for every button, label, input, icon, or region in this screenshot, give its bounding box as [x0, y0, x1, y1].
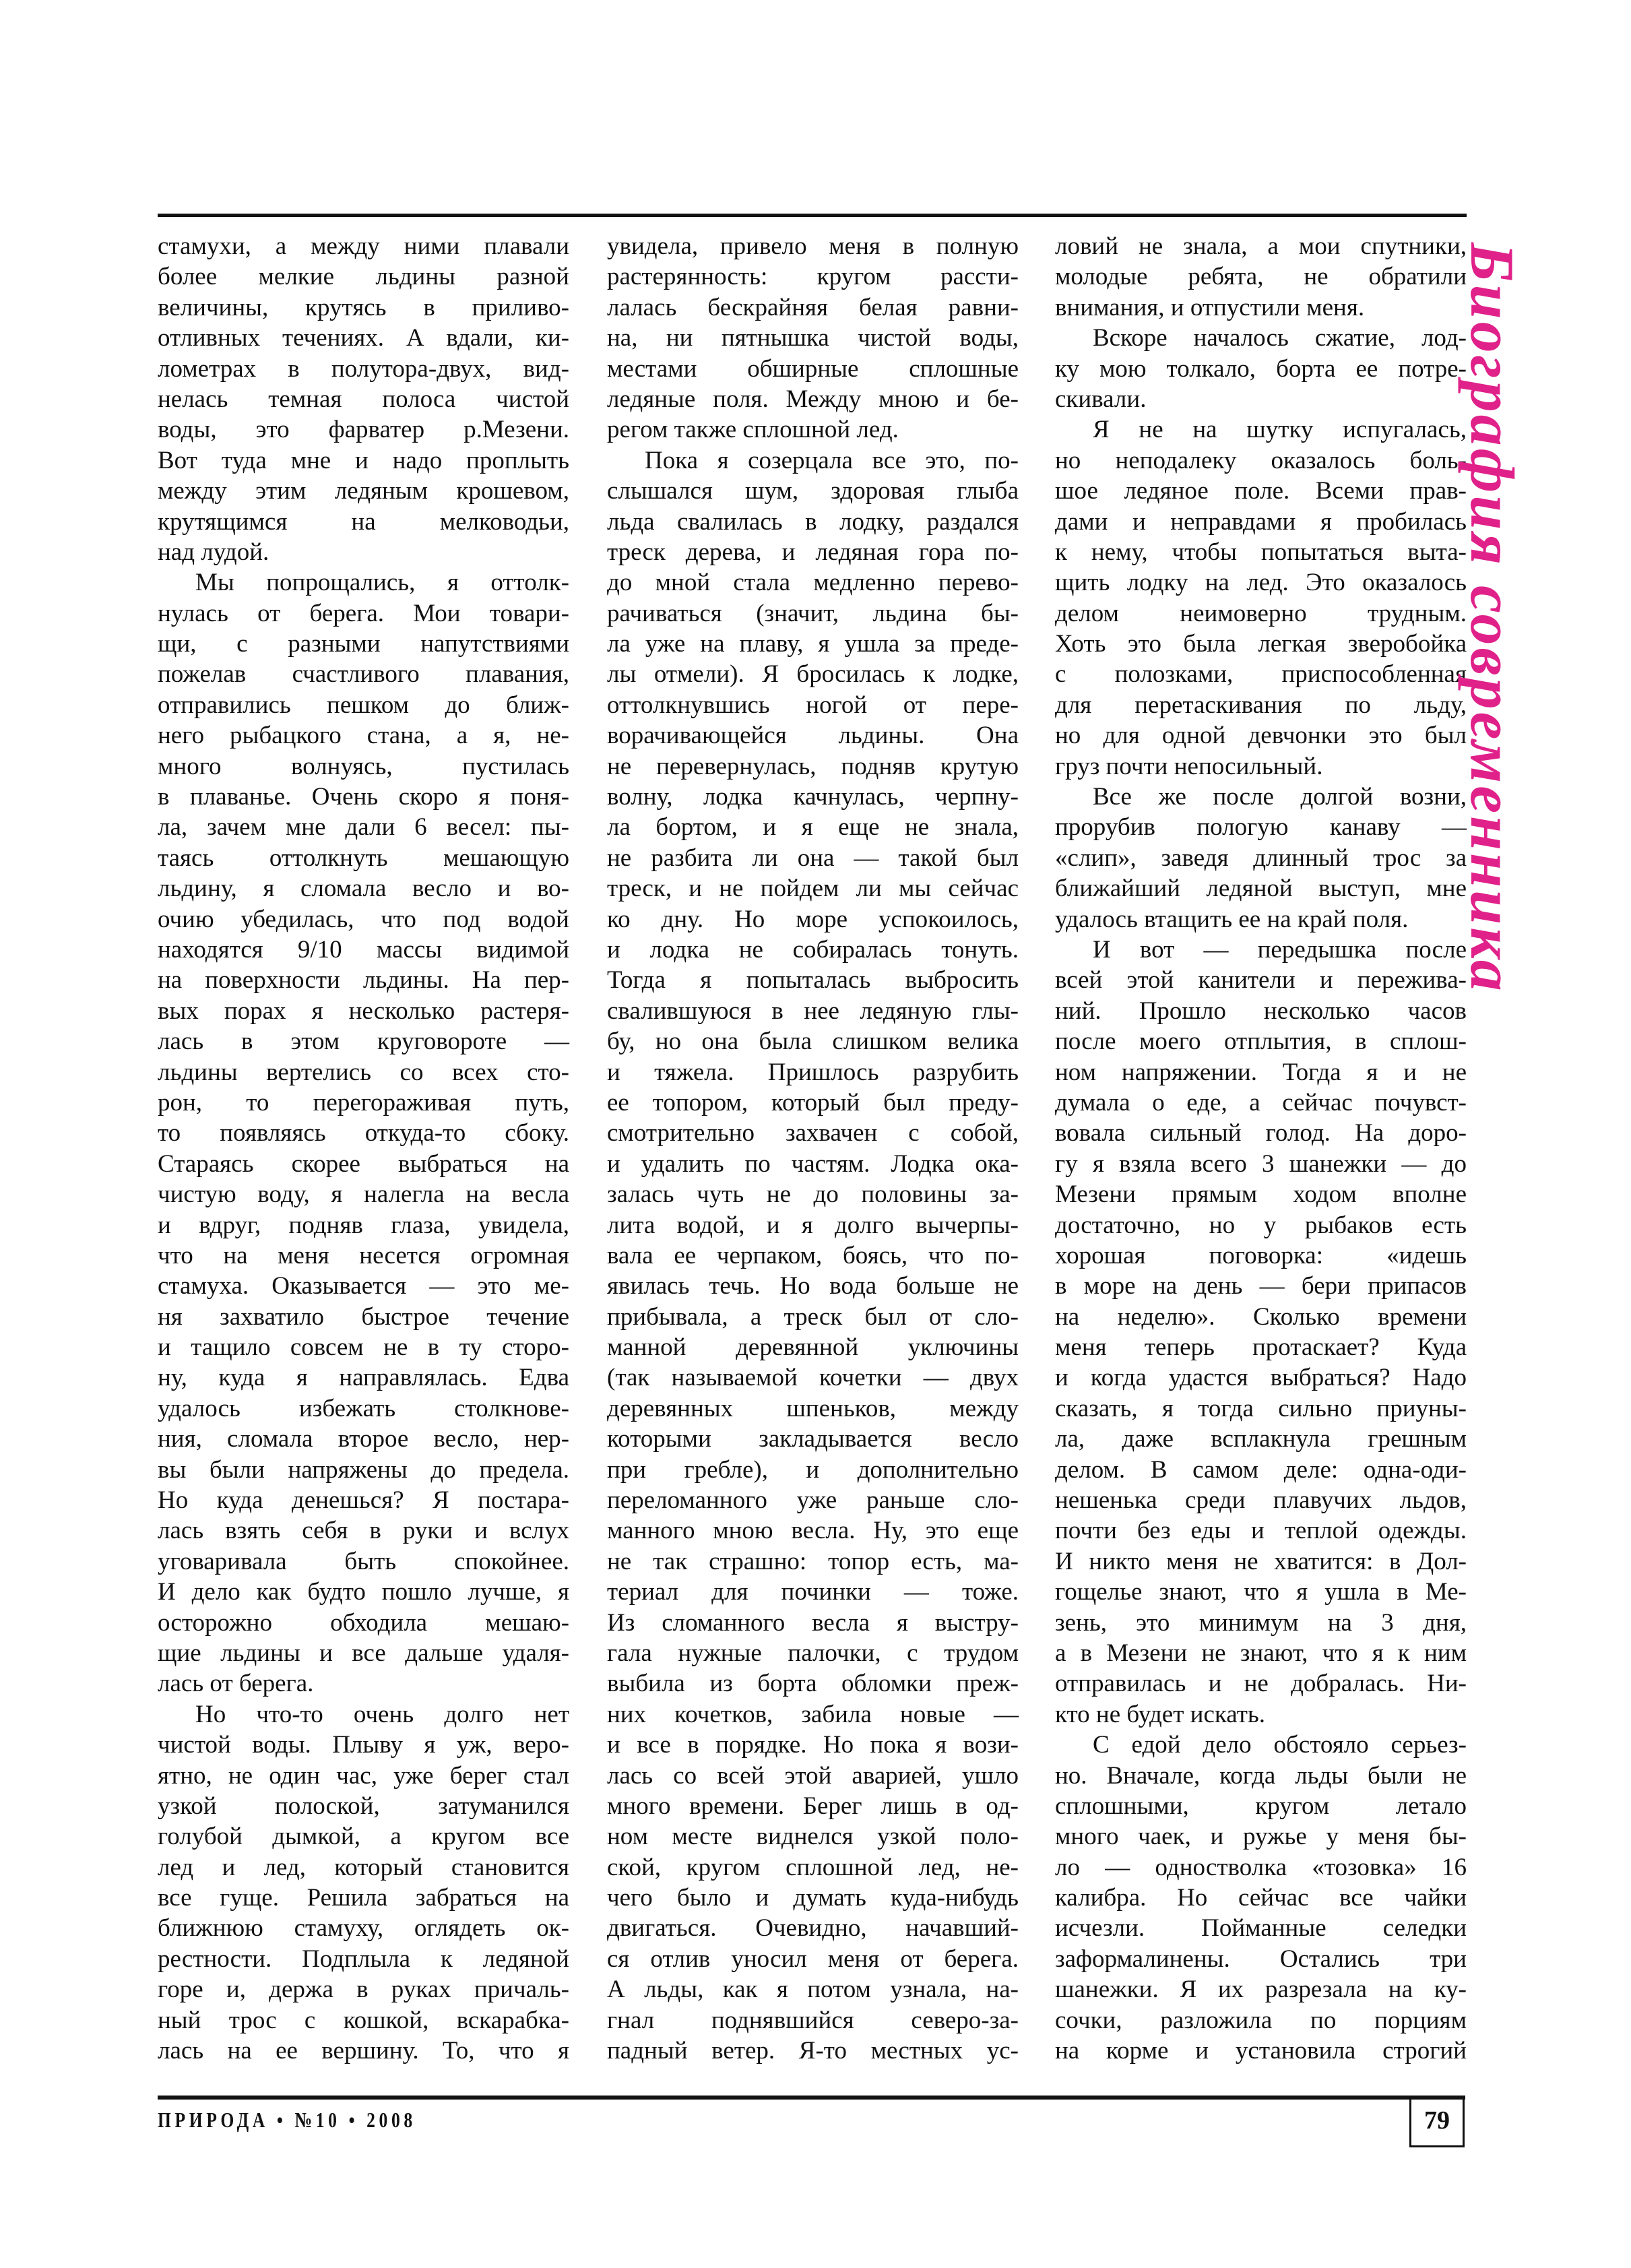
text-line: ла уже на плаву, я ушла за преде- [607, 630, 1019, 658]
text-line: Мы попрощались, я оттолк- [195, 569, 569, 597]
paragraph [1055, 323, 1467, 414]
paragraph [1055, 231, 1467, 323]
text-line: А льды, как я потом узнала, на- [607, 1976, 1019, 2004]
text-line: в море на день — бери припасов [1055, 1272, 1467, 1300]
text-line: оттолкнувшись ногой от пере- [607, 691, 1019, 719]
text-line: ворачивающейся льдины. Она [607, 722, 1019, 750]
text-line: хорошая поговорка: «идешь [1055, 1241, 1467, 1269]
text-line: ном напряжении. Тогда я и не [1055, 1058, 1467, 1086]
text-line: нулась от берега. Мои товари- [158, 599, 569, 627]
text-line: нешенька среди плавучих льдов, [1055, 1486, 1467, 1515]
text-line: чистую воду, я налегла на весла [158, 1180, 569, 1209]
text-line: стамуха. Оказывается — это ме- [158, 1272, 569, 1300]
text-line: достаточно, но у рыбаков есть [1055, 1211, 1467, 1239]
text-line: чего было и думать куда-нибудь [607, 1884, 1019, 1912]
text-line: двигаться. Очевидно, начавший- [607, 1914, 1019, 1943]
text-line: рон, то перегораживая путь, [158, 1088, 569, 1116]
text-line: Стараясь скорее выбраться на [158, 1149, 569, 1178]
text-line: ятно, не один час, уже берег стал [158, 1761, 569, 1790]
text-line: лалась бескрайняя белая равни- [607, 293, 1019, 321]
text-line: делом неимоверно трудным. [1055, 599, 1467, 627]
text-line: лась со всей этой аварией, ушло [607, 1761, 1019, 1790]
text-line: лась от берега. [158, 1670, 314, 1698]
paragraph [1055, 414, 1467, 782]
text-line: заформалинены. Остались три [1055, 1945, 1467, 1973]
text-line: «слип», заведя длинный трос за [1055, 844, 1467, 872]
text-line: лась в этом круговороте — [158, 1028, 569, 1056]
text-line: рестности. Подплыла к ледяной [158, 1945, 569, 1973]
text-line: лась взять себя в руки и вслух [158, 1517, 569, 1545]
text-line: до мной стала медленно перево- [607, 569, 1019, 597]
text-line: удалось втащить ее на край поля. [1055, 905, 1409, 933]
paragraph [158, 567, 569, 1699]
paragraph [1055, 1730, 1467, 2066]
text-line: ла, зачем мне дали 6 весел: пы- [158, 813, 569, 842]
text-line: треск дерева, и ледяная гора по- [607, 538, 1019, 566]
text-line: шанежки. Я их разрезала на ку- [1055, 1976, 1467, 2004]
text-line: но неподалеку оказалось боль- [1055, 446, 1467, 474]
text-line: и тяжела. Пришлось разрубить [607, 1058, 1019, 1086]
text-line: которыми закладывается весло [607, 1425, 1019, 1453]
text-line: и когда удастся выбраться? Надо [1055, 1364, 1467, 1392]
text-line: всей этой канители и пережива- [1055, 966, 1467, 995]
text-line: и все в порядке. Но пока я вози- [607, 1731, 1019, 1759]
text-line: них кочетков, забила новые — [607, 1700, 1019, 1728]
text-line: деревянных шпеньков, между [607, 1394, 1019, 1422]
text-line: нелась темная полоса чистой [158, 385, 569, 413]
text-line: него рыбацкого стана, а я, не- [158, 722, 569, 750]
text-line: Хоть это была легкая зверобойка [1055, 630, 1467, 658]
text-line: И никто меня не хватится: в Дол- [1055, 1547, 1467, 1575]
text-column-3 [1055, 231, 1467, 2066]
paragraph [158, 1699, 569, 2067]
page-number: 79 [1409, 2096, 1465, 2147]
text-line: уговаривала быть спокойнее. [158, 1547, 569, 1575]
text-line: не перевернулась, подняв крутую [607, 752, 1019, 780]
text-line: сказать, я тогда сильно приуны- [1055, 1394, 1467, 1422]
text-line: после моего отплытия, в сплош- [1055, 1028, 1467, 1056]
text-line: И дело как будто пошло лучше, я [158, 1578, 569, 1606]
text-line: величины, крутясь в приливо- [158, 293, 569, 321]
text-line: лед и лед, который становится [158, 1853, 569, 1881]
text-line: груз почти непосильный. [1055, 752, 1323, 780]
text-line: растерянность: кругом рассти- [607, 263, 1019, 291]
text-line: льдины вертелись со всех сто- [158, 1058, 569, 1086]
paragraph [1055, 782, 1467, 935]
text-line: шое ледяное поле. Всеми прав- [1055, 477, 1467, 505]
text-line: что на меня несется огромная [158, 1241, 569, 1269]
text-line: Но куда денешься? Я постара- [158, 1486, 569, 1515]
text-line: ской, кругом сплошной лед, не- [607, 1853, 1019, 1881]
text-line: треск, и не пойдем ли мы сейчас [607, 875, 1019, 903]
text-line: меня теперь протаскает? Куда [1055, 1333, 1467, 1362]
text-line: ся отлив уносил меня от берега. [607, 1945, 1019, 1973]
text-line: льдину, я сломала весло и во- [158, 875, 569, 903]
text-line: Все же после долгой возни, [1093, 783, 1467, 811]
text-line: гу я взяла всего 3 шанежки — до [1055, 1149, 1467, 1178]
text-line: рачиваться (значит, льдина бы- [607, 599, 1019, 627]
text-line: удалось избежать столкнове- [158, 1394, 569, 1422]
text-line: вовала сильный голод. На доро- [1055, 1119, 1467, 1147]
text-line: в плаванье. Очень скоро я поня- [158, 783, 569, 811]
text-line: явилась течь. Но вода больше не [607, 1272, 1019, 1300]
text-line: териал для починки — тоже. [607, 1578, 1019, 1606]
text-line: с полозками, приспособленная [1055, 660, 1467, 689]
text-line: свалившуюся в нее ледяную глы- [607, 997, 1019, 1025]
text-line: скивали. [1055, 385, 1147, 413]
text-line: Вскоре началось сжатие, лод- [1093, 324, 1467, 352]
text-line: регом также сплошной лед. [607, 416, 899, 444]
text-line: дами и неправдами я пробилась [1055, 507, 1467, 536]
text-line: выбила из борта обломки преж- [607, 1670, 1019, 1698]
text-line: на, ни пятнышка чистой воды, [607, 324, 1019, 352]
text-line: переломанного уже раньше сло- [607, 1486, 1019, 1515]
text-line: щие льдины и все дальше удаля- [158, 1639, 569, 1667]
text-line: и вдруг, подняв глаза, увидела, [158, 1211, 569, 1239]
bottom-rule [158, 2096, 1465, 2100]
text-line: калибра. Но сейчас все чайки [1055, 1884, 1467, 1912]
text-line: кто не будет искать. [1055, 1700, 1266, 1728]
text-line: находятся 9/10 массы видимой [158, 935, 569, 964]
text-line: Вот туда мне и надо проплыть [158, 446, 569, 474]
text-line: ку мою толкало, борта ее потре- [1055, 354, 1467, 383]
text-line: гала нужные палочки, с трудом [607, 1639, 1019, 1667]
text-line: ний. Прошло несколько часов [1055, 997, 1467, 1025]
text-line: почти без еды и теплой одежды. [1055, 1517, 1467, 1545]
text-line: таясь оттолкнуть мешающую [158, 844, 569, 872]
text-line: но. Вначале, когда льды были не [1055, 1761, 1467, 1790]
text-line: лы отмели). Я бросилась к лодке, [607, 660, 1019, 689]
text-line: Я не на шутку испугалась, [1093, 416, 1467, 444]
text-line: гнал поднявшийся северо-за- [607, 2006, 1019, 2034]
text-line: отливных течениях. А вдали, ки- [158, 324, 569, 352]
text-line: много чаек, и ружье у меня бы- [1055, 1823, 1467, 1851]
text-line: то появляясь откуда-то сбоку. [158, 1119, 569, 1147]
text-line: для перетаскивания по льду, [1055, 691, 1467, 719]
paragraph [1055, 935, 1467, 1730]
text-line: ко дну. Но море успокоилось, [607, 905, 1019, 933]
paragraph [158, 231, 569, 567]
text-line: на корме и установила строгий [1055, 2037, 1467, 2065]
text-line: льда свалилась в лодку, раздался [607, 507, 1019, 536]
text-line: Но что-то очень долго нет [195, 1700, 569, 1728]
text-line: думала о еде, а сейчас почувст- [1055, 1088, 1467, 1116]
text-line: отправились пешком до ближ- [158, 691, 569, 719]
text-line: делом. В самом деле: одна-оди- [1055, 1455, 1467, 1484]
text-line: и удалить по частям. Лодка ока- [607, 1149, 1019, 1178]
text-line: ный трос с кошкой, вскарабка- [158, 2006, 569, 2034]
text-line: лометрах в полутора-двух, вид- [158, 354, 569, 383]
text-line: и лодка не собиралась тонуть. [607, 935, 1019, 964]
text-line: (так называемой кочетки — двух [607, 1364, 1019, 1392]
text-line: чистой воды. Плыву я уж, веро- [158, 1731, 569, 1759]
text-line: смотрительно захвачен с собой, [607, 1119, 1019, 1147]
text-line: внимания, и отпустили меня. [1055, 293, 1365, 321]
text-line: на неделю». Сколько времени [1055, 1302, 1467, 1331]
text-line: над лудой. [158, 538, 269, 566]
text-line: между этим ледяным крошевом, [158, 477, 569, 505]
text-line: ния, сломала второе весло, нер- [158, 1425, 569, 1453]
text-line: при гребле), и дополнительно [607, 1455, 1019, 1484]
paragraph [607, 231, 1019, 445]
text-line: горе и, держа в руках причаль- [158, 1976, 569, 2004]
text-line: волну, лодка качнулась, черпну- [607, 783, 1019, 811]
text-line: Из сломанного весла я выстру- [607, 1608, 1019, 1637]
text-line: прорубив пологую канаву — [1055, 813, 1467, 842]
text-line: к нему, чтобы попытаться выта- [1055, 538, 1467, 566]
text-line: на поверхности льдины. На пер- [158, 966, 569, 995]
text-line: крутящимся на мелководьи, [158, 507, 569, 536]
text-line: ну, куда я направлялась. Едва [158, 1364, 569, 1392]
text-line: а в Мезени не знают, что я к ним [1055, 1639, 1467, 1667]
text-line: все гуще. Решила забраться на [158, 1884, 569, 1912]
text-line: ном месте виднелся узкой поло- [607, 1823, 1019, 1851]
text-line: голубой дымкой, а кругом все [158, 1823, 569, 1851]
text-line: слышался шум, здоровая глыба [607, 477, 1019, 505]
text-line: ее топором, который был преду- [607, 1088, 1019, 1116]
text-line: более мелкие льдины разной [158, 263, 569, 291]
text-line: ла, даже всплакнула грешным [1055, 1425, 1467, 1453]
text-line: ловий не знала, а мои спутники, [1055, 232, 1467, 260]
text-line: лась на ее вершину. То, что я [158, 2037, 569, 2065]
text-line: увидела, привело меня в полную [607, 232, 1019, 260]
text-line: ледяные поля. Между мною и бе- [607, 385, 1019, 413]
text-column-1 [158, 231, 569, 2066]
text-line: И вот — передышка после [1093, 935, 1467, 964]
text-line: ближайший ледяной выступ, мне [1055, 875, 1467, 903]
text-line: манной деревянной уключины [607, 1333, 1019, 1362]
text-line: отправилась и не добралась. Ни- [1055, 1670, 1467, 1698]
text-line: пожелав счастливого плавания, [158, 660, 569, 689]
top-rule [158, 214, 1467, 217]
text-line: С едой дело обстояло серьез- [1093, 1731, 1467, 1759]
text-line: ближнюю стамуху, оглядеть ок- [158, 1914, 569, 1943]
text-line: Пока я созерцала все это, по- [645, 446, 1019, 474]
text-line: манного мною весла. Ну, это еще [607, 1517, 1019, 1545]
text-line: ня захватило быстрое течение [158, 1302, 569, 1331]
text-line: местами обширные сплошные [607, 354, 1019, 383]
text-line: не разбита ли она — такой был [607, 844, 1019, 872]
text-line: зень, это минимум на 3 дня, [1055, 1608, 1467, 1637]
text-line: сочки, разложила по порциям [1055, 2006, 1467, 2034]
text-line: ла бортом, и я еще не знала, [607, 813, 1019, 842]
text-line: прибывала, а треск был от сло- [607, 1302, 1019, 1331]
text-line: стамухи, а между ними плавали [158, 232, 569, 260]
text-line: очию убедилась, что под водой [158, 905, 569, 933]
text-line: залась чуть не до половины за- [607, 1180, 1019, 1209]
text-line: много времени. Берег лишь в од- [607, 1792, 1019, 1820]
text-line: но для одной девчонки это был [1055, 722, 1467, 750]
text-line: сплошными, кругом летало [1055, 1792, 1467, 1820]
text-line: и тащило совсем не в ту сторо- [158, 1333, 569, 1362]
text-line: вы были напряжены до предела. [158, 1455, 569, 1484]
paragraph [607, 445, 1019, 2067]
text-line: лита водой, и я долго вычерпы- [607, 1211, 1019, 1239]
text-line: Мезени прямым ходом вполне [1055, 1180, 1467, 1209]
text-line: Тогда я попыталась выбросить [607, 966, 1019, 995]
text-line: вала ее черпаком, боясь, что по- [607, 1241, 1019, 1269]
section-title: Биография современника [1458, 243, 1527, 994]
text-line: падный ветер. Я-то местных ус- [607, 2037, 1019, 2065]
text-line: гощелье знают, что я ушла в Ме- [1055, 1578, 1467, 1606]
text-line: узкой полоской, затуманился [158, 1792, 569, 1820]
text-line: ло — одностволка «тозовка» 16 [1055, 1853, 1467, 1881]
text-line: бу, но она была слишком велика [607, 1028, 1019, 1056]
text-line: не так страшно: топор есть, ма- [607, 1547, 1019, 1575]
text-line: щи, с разными напутствиями [158, 630, 569, 658]
text-line: молодые ребята, не обратили [1055, 263, 1467, 291]
text-line: исчезли. Пойманные селедки [1055, 1914, 1467, 1943]
text-line: вых порах я несколько растеря- [158, 997, 569, 1025]
text-column-2 [607, 231, 1019, 2066]
text-line: щить лодку на лед. Это оказалось [1055, 569, 1467, 597]
text-line: воды, это фарватер р.Мезени. [158, 416, 569, 444]
magazine-footer: ПРИРОДА • №10 • 2008 [158, 2108, 416, 2132]
text-line: осторожно обходила мешаю- [158, 1608, 569, 1637]
text-line: много волнуясь, пустилась [158, 752, 569, 780]
